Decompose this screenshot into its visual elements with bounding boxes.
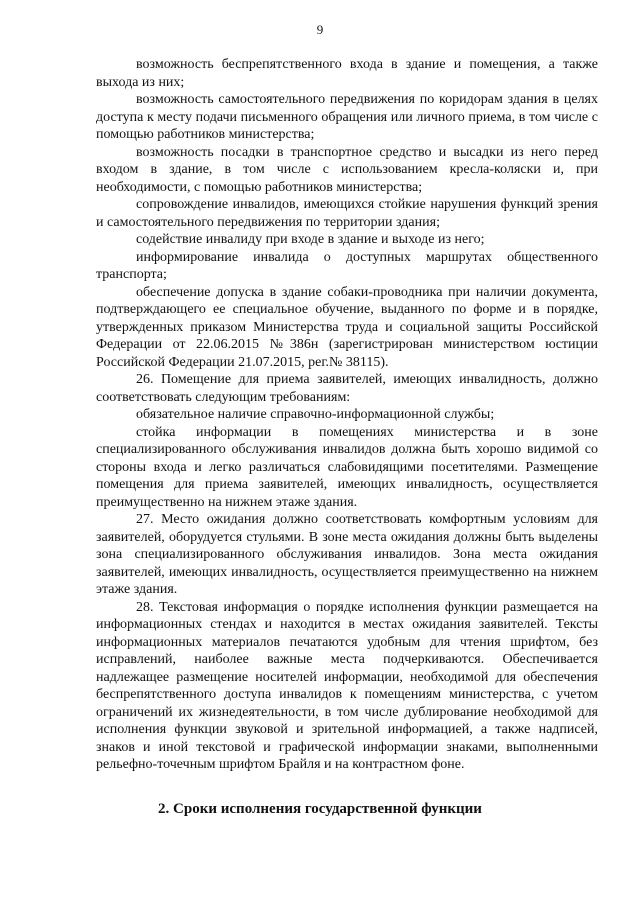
paragraph-info-counter: стойка информации в помещениях министерства и в зоне специализированного обслуживания инвалидов должна быть хорошо видимой со стороны входа и легко различаться слабовидящими посетителями. Размещение помещения для приема заявителей, имеющих инвалидность, осуществляется преимущественно на нижнем этаже здания. [96, 424, 598, 510]
page-number: 9 [316, 22, 324, 37]
paragraph-vehicle-boarding: возможность посадки в транспортное средство и высадки из него перед входом в здание, в том числе с использованием кресла-коляски и, при необходимости, с помощью работников министерства; [96, 144, 598, 195]
paragraph-guide-dog: обеспечение допуска в здание собаки-проводника при наличии документа, подтверждающего ее специальное обучение, выданного по форме и в порядке, утвержденных приказом Министерства труда и социальной защиты Российской Федерации от 22.06.2015 №386н (зарегистрирован министерством юстиции Российской Федерации 21.07.2015, рег.№ 38115). [96, 284, 598, 370]
section-heading: 2. Сроки исполнения государственной функции [158, 801, 482, 817]
paragraph-entrance-access: возможность беспрепятственного входа в здание и помещения, а также выхода из них; [96, 57, 598, 90]
paragraph-item-28: 28. Текстовая информация о порядке исполнения функции размещается на информационных стендах и находится в местах ожидания заявителей. Тексты информационных материалов печатаются удобным для чтения шрифтом, без исправлений, наиболее важные места подчеркиваются. Обеспечивается надлежащее размещение носителей информации, необходимой для обеспечения беспрепятственного доступа инвалидов к помещениям министерства, с учетом ограничений их жизнедеятельности, в том числе дублирование необходимой для исполнения функции звуковой и зрительной информацией, а также надписей, знаков и иной текстовой и графической информации знаками, выполненными рельефно-точечным шрифтом Брайля и на контрастном фоне. [96, 599, 598, 772]
document-body [96, 56, 598, 774]
paragraph-item-27: 27. Место ожидания должно соответствовать комфортным условиям для заявителей, оборудуется стульями. В зоне места ожидания должны быть выделены зона специализированного обслуживания инвалидов. Зона места ожидания заявителей, имеющих инвалидность, осуществляется преимущественно на нижнем этаже здания. [96, 512, 598, 597]
paragraph-corridor-movement: возможность самостоятельного передвижения по коридорам здания в целях доступа к месту подачи письменного обращения или личного приема, в том числе с помощью работников министерства; [96, 92, 598, 142]
paragraph-escort: сопровождение инвалидов, имеющихся стойкие нарушения функций зрения и самостоятельного передвижения по территории здания; [96, 197, 598, 230]
paragraph-help-desk: обязательное наличие справочно-информационной службы; [136, 407, 495, 422]
paragraph-item-26: 26. Помещение для приема заявителей, имеющих инвалидность, должно соответствовать следующим требованиям: [96, 372, 598, 405]
paragraph-transport-info: информирование инвалида о доступных маршрутах общественного транспорта; [96, 249, 598, 282]
paragraph-entry-assistance: содействие инвалиду при входе в здание и выходе из него; [136, 232, 485, 247]
